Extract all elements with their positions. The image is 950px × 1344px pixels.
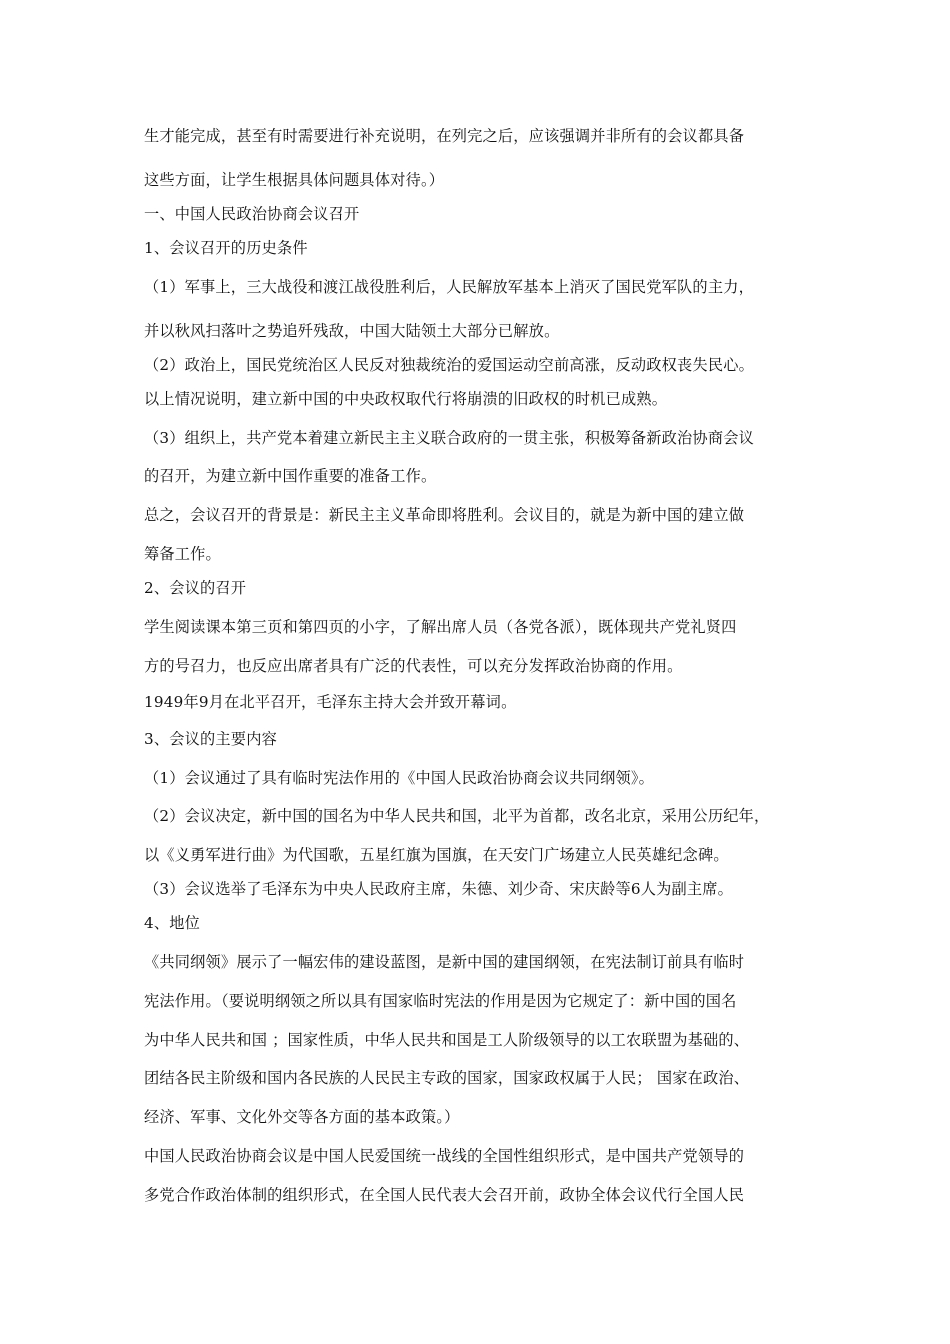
text-line: 团结各民主阶级和国内各民族的人民民主专政的国家，国家政权属于人民； 国家在政治、 — [144, 1069, 750, 1087]
text-line: 的召开，为建立新中国作重要的准备工作。 — [144, 467, 437, 485]
text-line: （2）政治上，国民党统治区人民反对独裁统治的爱国运动空前高涨，反动政权丧失民心。 — [144, 356, 754, 374]
text-line: 中国人民政治协商会议是中国人民爱国统一战线的全国性组织形式，是中国共产党领导的 — [144, 1147, 745, 1165]
section-heading: 一、中国人民政治协商会议召开 — [144, 205, 360, 223]
text-line: 总之，会议召开的背景是：新民主主义革命即将胜利。会议目的，就是为新中国的建立做 — [144, 506, 745, 524]
subsection-heading: 2、会议的召开 — [144, 579, 247, 597]
text-line: 1949年9月在北平召开，毛泽东主持大会并致开幕词。 — [144, 693, 517, 711]
text-line: （1）会议通过了具有临时宪法作用的《中国人民政治协商会议共同纲领》。 — [144, 769, 655, 787]
text-line: （3）会议选举了毛泽东为中央人民政府主席，朱德、刘少奇、宋庆龄等6人为副主席。 — [144, 880, 734, 898]
text-line: 生才能完成，甚至有时需要进行补充说明，在列完之后，应该强调并非所有的会议都具备 — [144, 127, 745, 145]
text-line: 以《义勇军进行曲》为代国歌，五星红旗为国旗，在天安门广场建立人民英雄纪念碑。 — [144, 846, 729, 864]
subsection-heading: 4、地位 — [144, 914, 201, 932]
text-line: 以上情况说明，建立新中国的中央政权取代行将崩溃的旧政权的时机已成熟。 — [144, 390, 668, 408]
text-line: （1）军事上，三大战役和渡江战役胜利后，人民解放军基本上消灭了国民党军队的主力， — [144, 278, 754, 296]
text-line: （2）会议决定，新中国的国名为中华人民共和国，北平为首都，改名北京，采用公历纪年， — [144, 807, 770, 825]
text-line: 为中华人民共和国 ；国家性质，中华人民共和国是工人阶级领导的以工农联盟为基础的、 — [144, 1031, 750, 1049]
text-line: 筹备工作。 — [144, 545, 221, 563]
text-line: 经济、军事、文化外交等各方面的基本政策。） — [144, 1108, 460, 1126]
subsection-heading: 1、会议召开的历史条件 — [144, 239, 308, 257]
text-line: 这些方面，让学生根据具体问题具体对待。） — [144, 171, 445, 189]
text-line: 多党合作政治体制的组织形式，在全国人民代表大会召开前，政协全体会议代行全国人民 — [144, 1186, 745, 1204]
subsection-heading: 3、会议的主要内容 — [144, 730, 277, 748]
text-line: 并以秋风扫落叶之势追歼残敌，中国大陆领土大部分已解放。 — [144, 322, 560, 340]
text-line: 方的号召力，也反应出席者具有广泛的代表性，可以充分发挥政治协商的作用。 — [144, 657, 683, 675]
text-line: 《共同纲领》展示了一幅宏伟的建设蓝图，是新中国的建国纲领，在宪法制订前具有临时 — [144, 953, 745, 971]
text-line: 宪法作用。（要说明纲领之所以具有国家临时宪法的作用是因为它规定了：新中国的国名 — [144, 992, 737, 1010]
text-line: （3）组织上，共产党本着建立新民主主义联合政府的一贯主张，积极筹备新政治协商会议 — [144, 429, 754, 447]
text-line: 学生阅读课本第三页和第四页的小字，了解出席人员（各党各派），既体现共产党礼贤四 — [144, 618, 737, 636]
